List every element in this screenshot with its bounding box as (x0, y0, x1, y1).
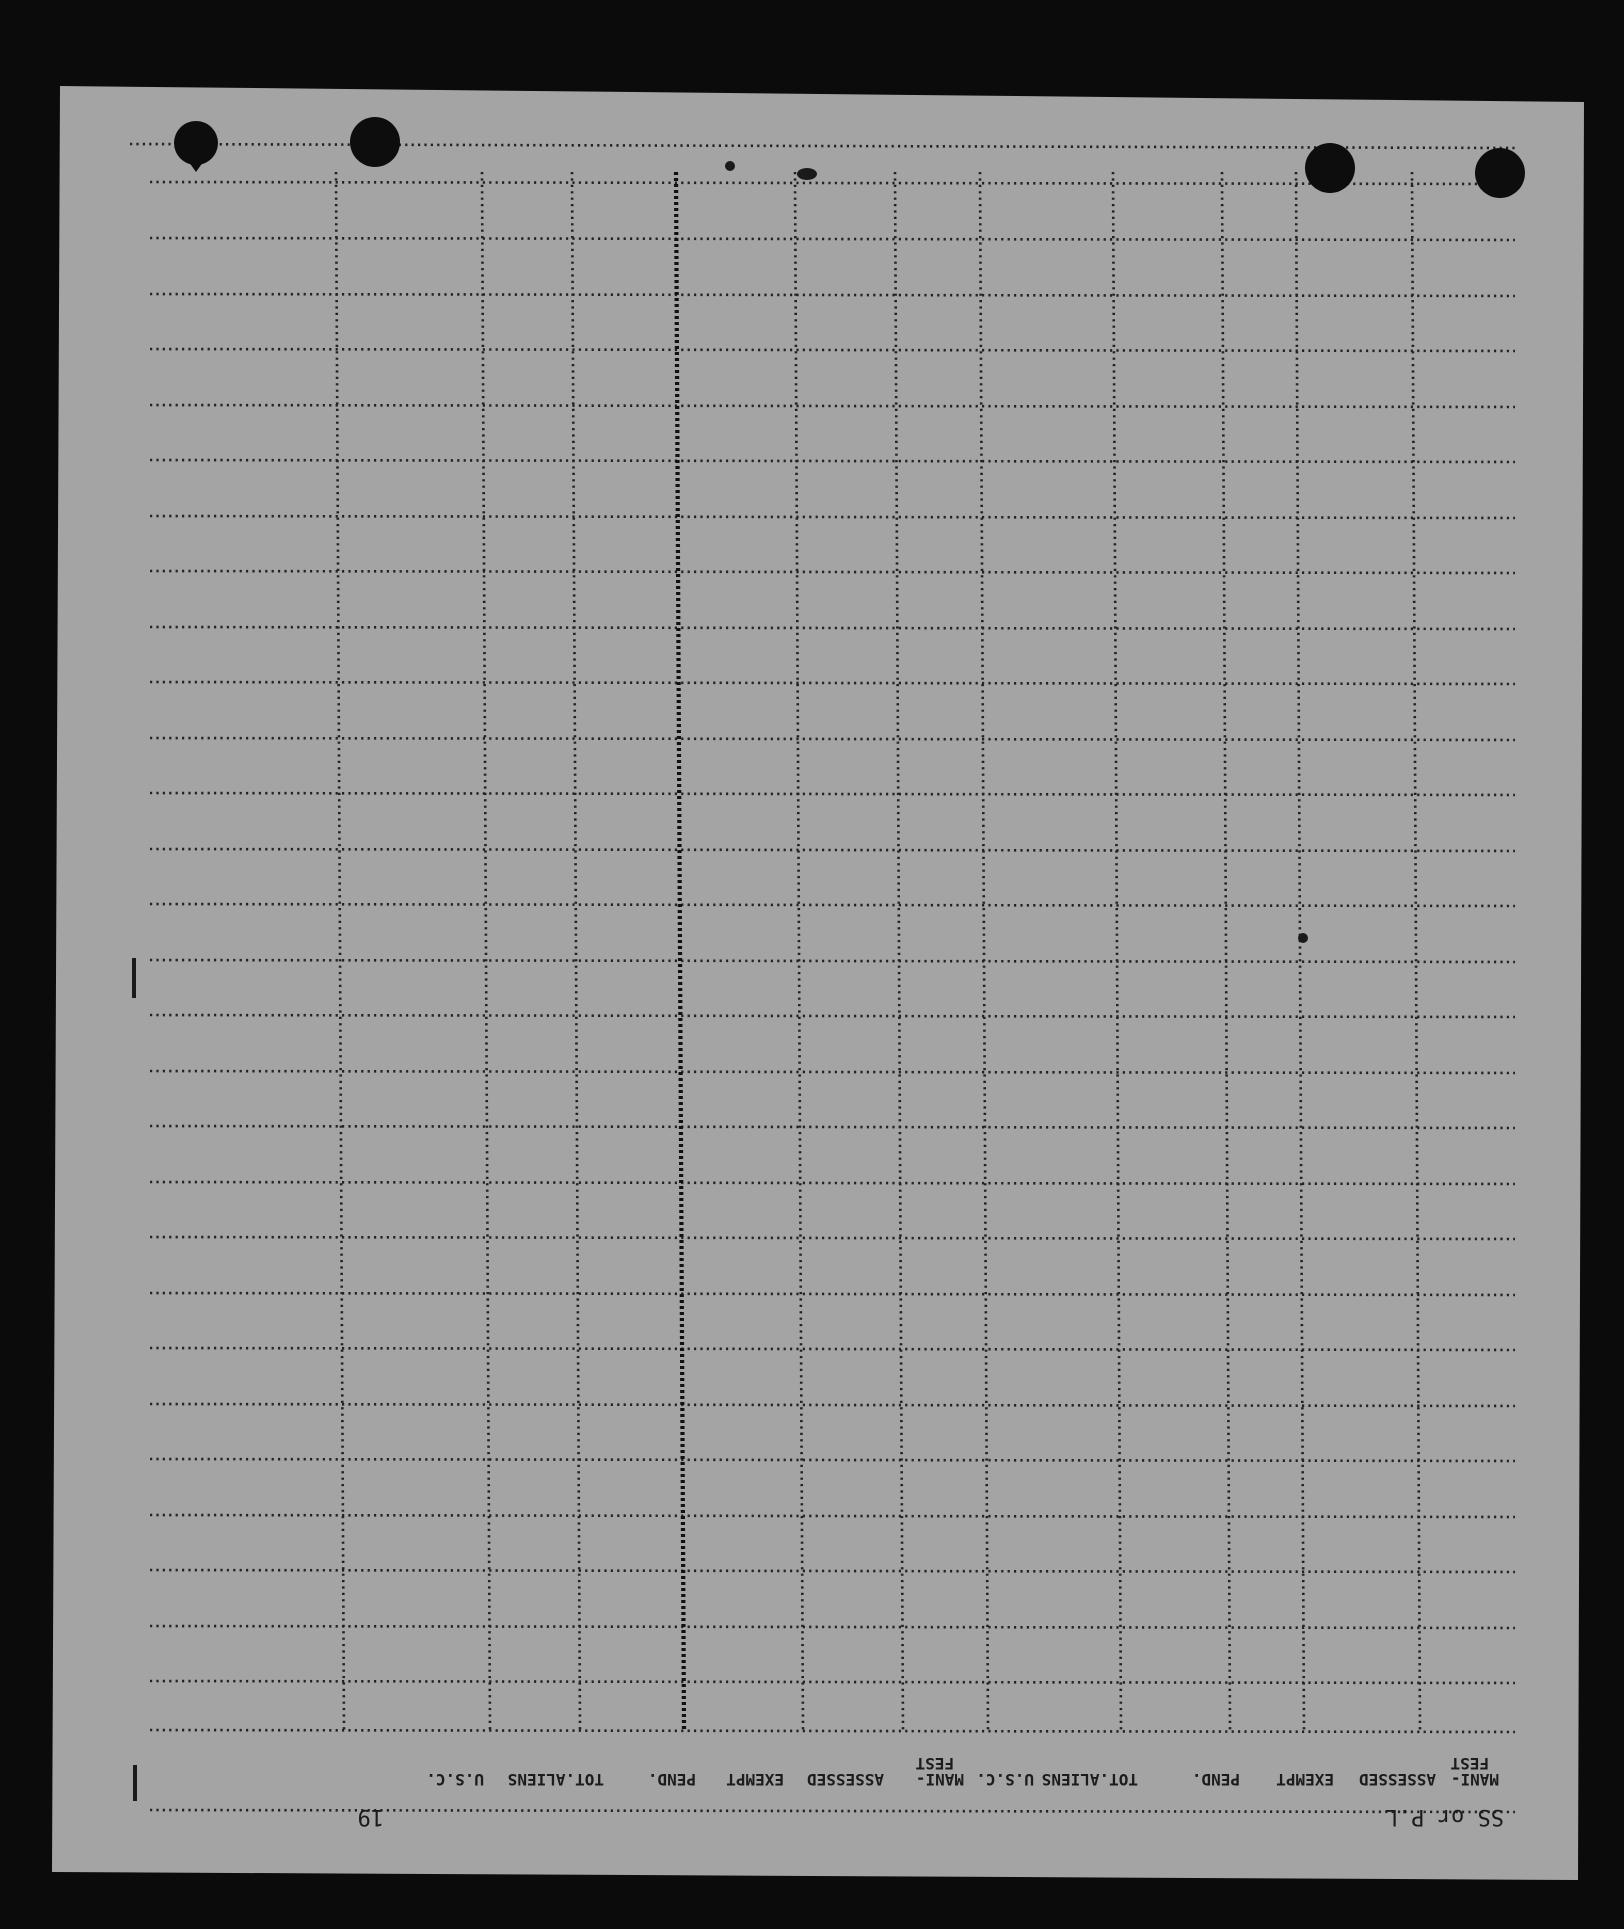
header-pend-1: PEND. (1191, 1770, 1240, 1789)
header-assessed-1: ASSESSED (1358, 1770, 1436, 1789)
page-number: 19 (357, 1804, 384, 1829)
vessel-label: SS or P.L (1384, 1804, 1504, 1829)
punch-hole-2 (350, 117, 400, 167)
paper-sheet (52, 86, 1584, 1880)
header-usc-2: U.S.C. (426, 1770, 484, 1789)
header-manifest-2-line1: MANI- (915, 1770, 964, 1789)
punch-hole-4 (1475, 148, 1525, 198)
ink-speck (725, 161, 735, 171)
header-usc-1: U.S.C. (976, 1770, 1034, 1789)
header-assessed-2: ASSESSED (806, 1770, 884, 1789)
header-exempt-1: EXEMPT (1276, 1770, 1334, 1789)
header-manifest-2-line2: FEST (915, 1754, 954, 1773)
header-pend-2: PEND. (647, 1770, 696, 1789)
header-tot-aliens-2: TOT.ALIENS (507, 1770, 604, 1789)
header-tot-aliens-1: TOT.ALIENS (1041, 1770, 1138, 1789)
header-exempt-2: EXEMPT (726, 1770, 784, 1789)
ink-speck (797, 168, 817, 180)
scan-edge-mark (133, 1765, 137, 1801)
header-manifest-1-line1: MANI- (1450, 1770, 1499, 1789)
ink-speck (1298, 933, 1308, 943)
header-manifest-1-line2: FEST (1450, 1754, 1489, 1773)
scan-edge-mark (132, 958, 136, 998)
punch-hole-3 (1305, 143, 1355, 193)
